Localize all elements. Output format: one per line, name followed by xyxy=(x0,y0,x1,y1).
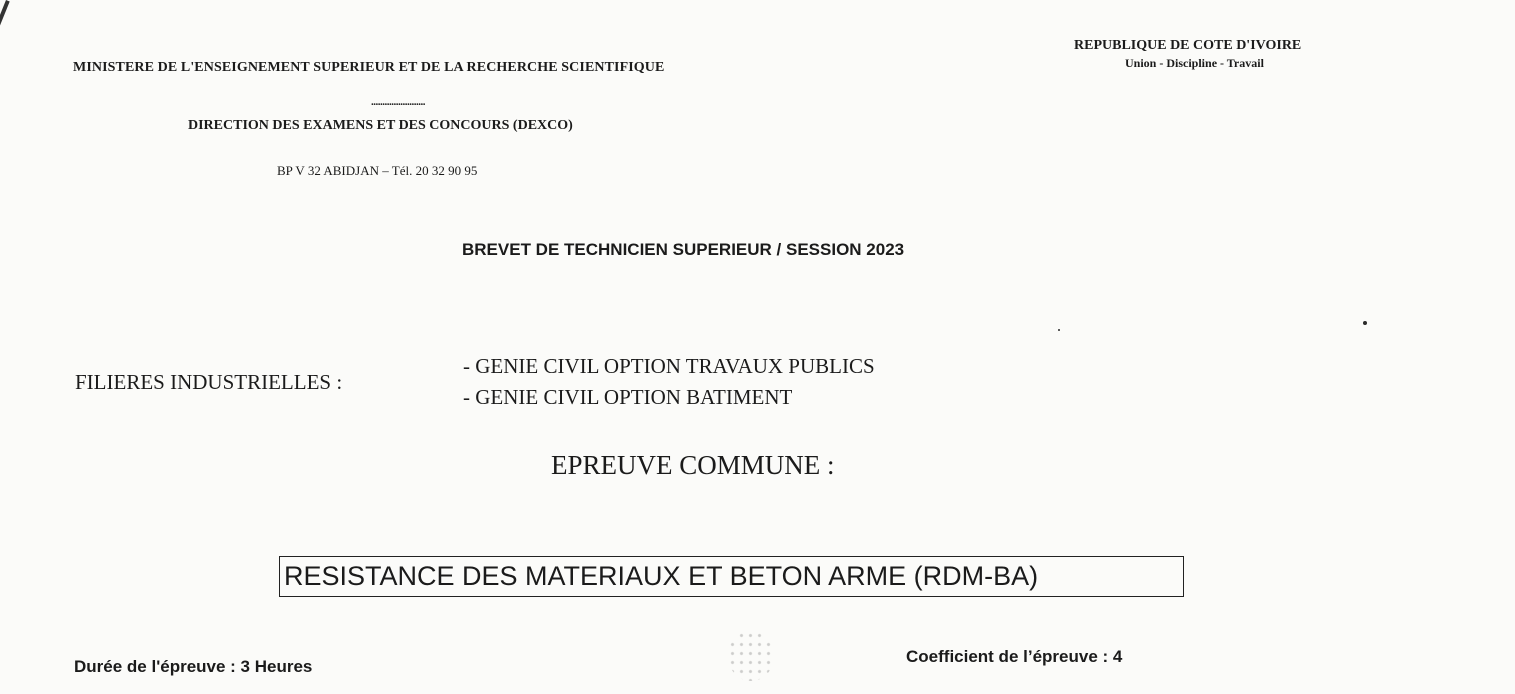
epreuve-heading: EPREUVE COMMUNE : xyxy=(551,450,835,480)
duration-line: Durée de l'épreuve : 3 Heures xyxy=(74,657,313,676)
direction-title: DIRECTION DES EXAMENS ET DES CONCOURS (DEXCO) xyxy=(188,118,573,133)
filiere-option-2: - GENIE CIVIL OPTION BATIMENT xyxy=(463,385,793,409)
republic-title: REPUBLIQUE DE COTE D'IVOIRE xyxy=(1074,38,1302,53)
subject-box: RESISTANCE DES MATERIAUX ET BETON ARME (RDM-BA) xyxy=(279,556,1184,597)
coefficient-line: Coefficient de l’épreuve : 4 xyxy=(906,647,1123,666)
filieres-label: FILIERES INDUSTRIELLES : xyxy=(75,370,343,394)
motto: Union - Discipline - Travail xyxy=(1125,56,1264,70)
filiere-option-1: - GENIE CIVIL OPTION TRAVAUX PUBLICS xyxy=(463,354,875,378)
address-line: BP V 32 ABIDJAN – Tél. 20 32 90 95 xyxy=(277,163,478,178)
exam-title: BREVET DE TECHNICIEN SUPERIEUR / SESSION 2023 xyxy=(462,240,905,259)
separator-dots: ........................ xyxy=(371,96,425,108)
scan-smudge xyxy=(728,631,774,681)
scan-mark-corner xyxy=(0,0,10,44)
ministry-title: MINISTERE DE L'ENSEIGNEMENT SUPERIEUR ET DE LA RECHERCHE SCIENTIFIQUE xyxy=(73,60,665,75)
scan-dot xyxy=(1058,329,1060,331)
scan-dot xyxy=(1363,321,1367,325)
